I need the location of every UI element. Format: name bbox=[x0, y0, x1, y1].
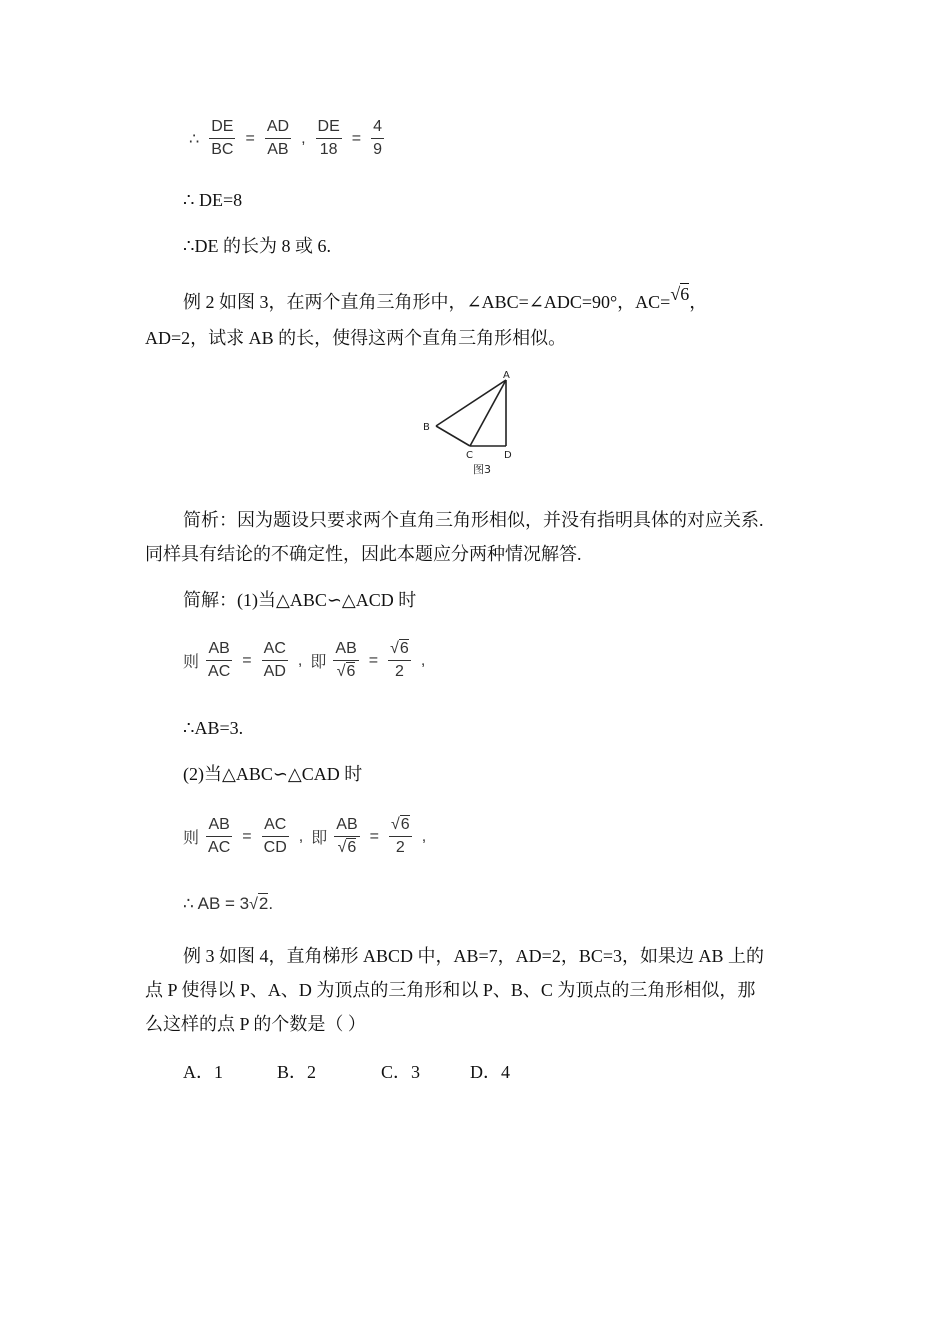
example3-line2: 点 P 使得以 P、A、D 为顶点的三角形和以 P、B、C 为顶点的三角形相似，那 bbox=[145, 980, 756, 1000]
fraction-de-bc: $\frac{DE}{BC}$ bbox=[209, 116, 235, 161]
sqrt-2: √2 bbox=[249, 894, 269, 913]
figure-3-triangles bbox=[418, 366, 528, 476]
choice-c: C．3 bbox=[381, 1062, 421, 1082]
sqrt-6: √6 bbox=[390, 640, 409, 657]
fraction-ad-ab: $\frac{AD}{AB}$ bbox=[265, 116, 291, 161]
fraction-4-9: $\frac{4}{9}$ bbox=[371, 116, 384, 161]
case1-result: ∴AB=3. bbox=[183, 718, 244, 738]
case2-heading: (2)当△ABC∽△CAD 时 bbox=[183, 764, 363, 784]
case2-result: ∴ AB = 3√2. bbox=[183, 894, 274, 913]
segment-bc bbox=[436, 426, 470, 446]
line-de-equals-8: ∴ DE=8 bbox=[183, 190, 243, 210]
choice-d: D．4 bbox=[470, 1062, 510, 1082]
example2-line1: 例 2 如图 3，在两个直角三角形中，∠ABC=∠ADC=90°，AC=√6， bbox=[183, 284, 708, 312]
label-c: C bbox=[466, 450, 473, 461]
line-de-length-8-or-6: ∴DE 的长为 8 或 6. bbox=[183, 236, 331, 256]
sqrt-6: √6 bbox=[390, 816, 410, 833]
case2-equation: 则 $\frac{AB}{AC}$ = $\frac{AC}{CD}$ , 即 $\frac{AB}{√6}$ = $\frac{√6}{2}$ , bbox=[183, 814, 429, 859]
case1-equation: 则 $\frac{AB}{AC}$ = $\frac{AC}{AD}$ , 即 $\frac{AB}{√6}$ = $\frac{√6}{2}$ , bbox=[183, 638, 428, 683]
label-a: A bbox=[503, 370, 510, 381]
figure-caption: 图3 bbox=[473, 463, 491, 476]
fraction-de-18: $\frac{DE}{18}$ bbox=[316, 116, 342, 161]
choice-a: A．1 bbox=[183, 1062, 223, 1082]
label-d: D bbox=[504, 450, 512, 461]
analysis-line1: 简析：因为题设只要求两个直角三角形相似，并没有指明具体的对应关系. bbox=[183, 510, 764, 530]
sqrt-6-inline: √6 bbox=[670, 284, 690, 304]
example3-line1: 例 3 如图 4，直角梯形 ABCD 中，AB=7，AD=2，BC=3，如果边 AB 上的 bbox=[183, 946, 764, 966]
example3-line3: 么这样的点 P 的个数是（ ） bbox=[145, 1014, 366, 1034]
case1-heading: 简解：(1)当△ABC∽△ACD 时 bbox=[183, 590, 417, 610]
analysis-line2: 同样具有结论的不确定性，因此本题应分两种情况解答. bbox=[145, 544, 582, 564]
segment-ac bbox=[470, 380, 506, 446]
equation-de-ratio: ∴ $\frac{DE}{BC}$ = $\frac{AD}{AB}$ , $\frac{DE}{18}$ = $\frac{4}{9}$ bbox=[186, 116, 386, 161]
sqrt-6: √6 bbox=[336, 663, 356, 680]
segment-ab bbox=[436, 380, 506, 426]
choice-b: B．2 bbox=[277, 1062, 317, 1082]
therefore-symbol: ∴ bbox=[189, 130, 200, 148]
label-b: B bbox=[423, 422, 430, 433]
sqrt-6: √6 bbox=[337, 839, 357, 856]
example2-line2: AD=2，试求 AB 的长，使得这两个直角三角形相似。 bbox=[145, 328, 567, 348]
